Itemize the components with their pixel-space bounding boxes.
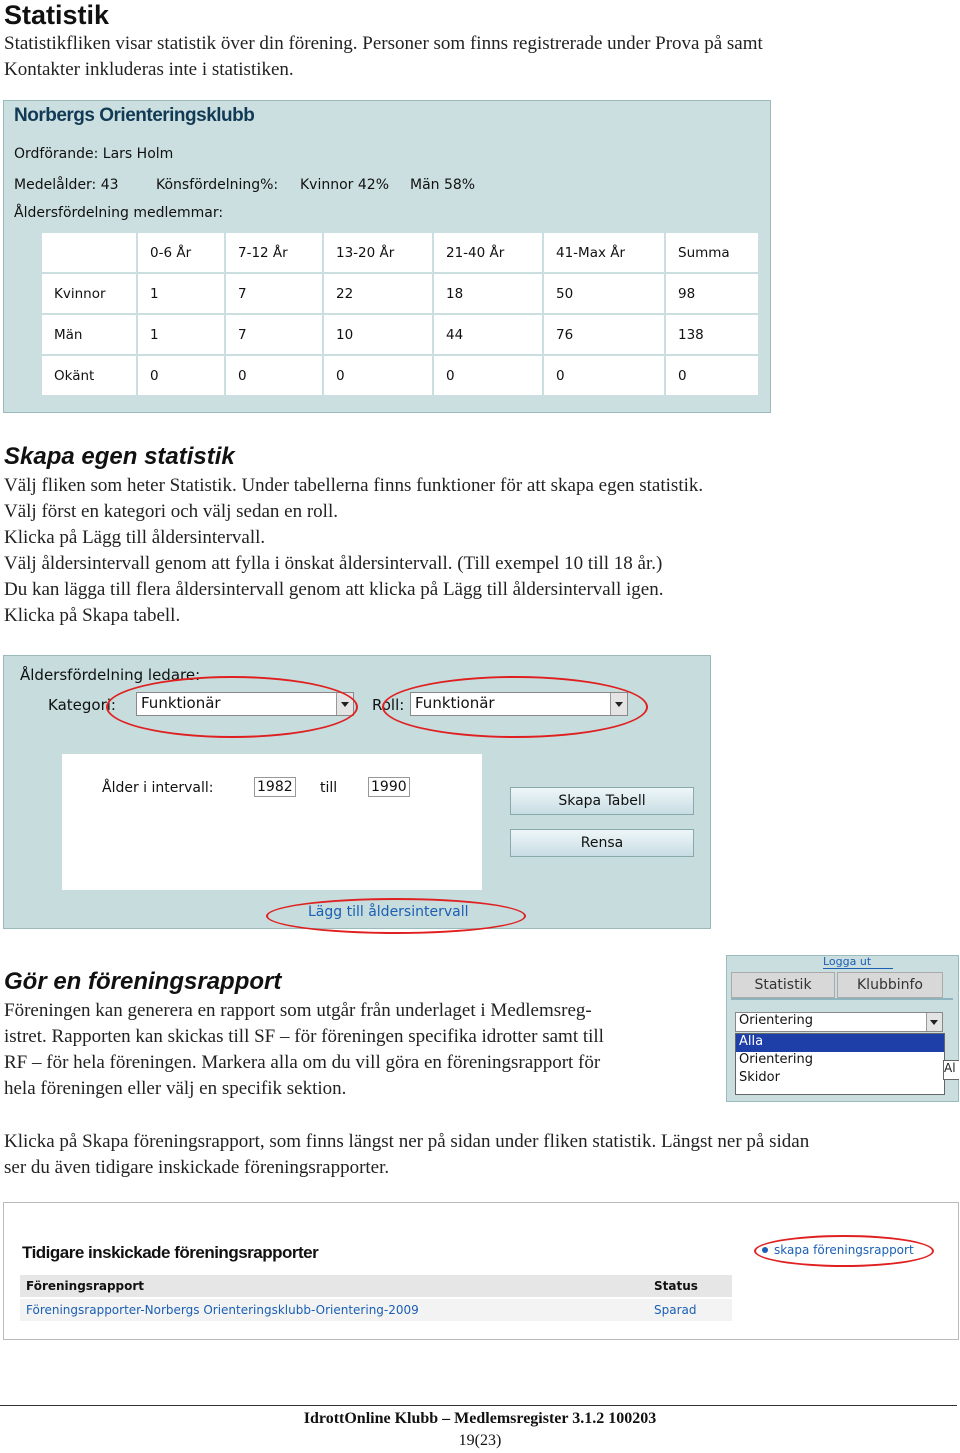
instruction-line: Klicka på Lägg till åldersintervall. bbox=[4, 527, 266, 548]
instruction-line: Välj åldersintervall genom att fylla i önskat åldersintervall. (Till exempel 10 till 18 år.) bbox=[4, 553, 663, 574]
table-cell: 10 bbox=[323, 314, 433, 355]
tab-underline bbox=[731, 998, 953, 1000]
table-cell: 76 bbox=[543, 314, 665, 355]
report-instruction-line: ser du även tidigare inskickade föreningsrapporter. bbox=[4, 1157, 390, 1178]
previous-reports-heading: Tidigare inskickade föreningsrapporter bbox=[22, 1243, 319, 1262]
category-select-value: Funktionär bbox=[141, 694, 221, 712]
report-link[interactable]: Föreningsrapporter-Norbergs Orienteringsklubb-Orientering-2009 bbox=[26, 1303, 419, 1317]
report-line: istret. Rapporten kan skickas till SF – för föreningen specifika idrotter samt till bbox=[4, 1026, 604, 1047]
table-cell: 0 bbox=[323, 355, 433, 396]
logout-underline bbox=[823, 968, 893, 969]
report-instruction-line: Klicka på Skapa föreningsrapport, som finns längst ner på sidan under fliken statistik. Längst ner på sidan bbox=[4, 1131, 810, 1152]
tab-statistik[interactable]: Statistik bbox=[731, 972, 835, 998]
statistics-screenshot bbox=[3, 100, 771, 413]
create-report-link[interactable]: skapa föreningsrapport bbox=[774, 1243, 914, 1257]
role-label: Roll: bbox=[372, 696, 405, 714]
create-table-button[interactable]: Skapa Tabell bbox=[510, 787, 694, 815]
previous-reports-screenshot bbox=[3, 1202, 959, 1340]
report-line: RF – för hela föreningen. Markera alla om du vill göra en föreningsrapport för bbox=[4, 1052, 601, 1073]
report-line: Föreningen kan generera en rapport som utgår från underlaget i Medlemsreg- bbox=[4, 1000, 592, 1021]
age-interval-panel bbox=[62, 754, 482, 890]
create-report-highlight bbox=[754, 1235, 934, 1267]
intro-text bbox=[4, 31, 954, 83]
instruction-line: Du kan lägga till flera åldersintervall genom att klicka på Lägg till åldersintervall igen. bbox=[4, 579, 664, 600]
section-title-report: Gör en föreningsrapport bbox=[4, 968, 282, 995]
table-cell: 44 bbox=[433, 314, 543, 355]
table-cell: 1 bbox=[137, 314, 225, 355]
instruction-line: Välj fliken som heter Statistik. Under tabellerna finns funktioner för att skapa egen statistik. bbox=[4, 475, 704, 496]
chair-text: Ordförande: Lars Holm bbox=[14, 146, 174, 162]
table-row bbox=[20, 1299, 732, 1321]
report-instructions bbox=[4, 1129, 954, 1181]
table-header-cell: 13-20 År bbox=[323, 232, 433, 273]
table-cell: 0 bbox=[433, 355, 543, 396]
table-header-row bbox=[41, 232, 759, 273]
add-link-highlight bbox=[266, 898, 526, 934]
age-interval-label: Ålder i intervall: bbox=[102, 780, 214, 796]
leader-age-heading: Åldersfördelning ledare: bbox=[20, 666, 201, 684]
club-name: Norbergs Orienteringsklubb bbox=[14, 105, 255, 126]
table-row bbox=[41, 314, 759, 355]
instruction-line: Välj först en kategori och välj sedan en roll. bbox=[4, 501, 338, 522]
avg-age-text: Medelålder: 43 bbox=[14, 177, 119, 193]
table-header-cell: 7-12 År bbox=[225, 232, 323, 273]
option-item[interactable]: Alla bbox=[736, 1034, 944, 1052]
reports-header-row bbox=[20, 1275, 732, 1297]
col-status-header: Status bbox=[654, 1279, 698, 1293]
table-cell: 22 bbox=[323, 273, 433, 314]
table-cell: 1 bbox=[137, 273, 225, 314]
table-header-cell: Summa bbox=[665, 232, 759, 273]
chevron-down-icon[interactable] bbox=[926, 1013, 942, 1031]
col-report-header: Föreningsrapport bbox=[26, 1279, 145, 1293]
cut-off-select: Al bbox=[943, 1060, 959, 1080]
section-select-screenshot bbox=[726, 955, 959, 1102]
footer-rule bbox=[0, 1405, 957, 1406]
section-select-value: Orientering bbox=[739, 1013, 813, 1028]
table-cell: 0 bbox=[543, 355, 665, 396]
footer-product: IdrottOnline Klubb – Medlemsregister 3.1.2 100203 bbox=[303, 1410, 657, 1427]
age-distribution-label: Åldersfördelning medlemmar: bbox=[14, 205, 224, 221]
add-age-interval-link[interactable]: Lägg till åldersintervall bbox=[308, 904, 469, 920]
report-line: hela föreningen eller välj en specifik sektion. bbox=[4, 1078, 347, 1099]
table-header-cell: 0-6 År bbox=[137, 232, 225, 273]
report-description bbox=[4, 998, 716, 1102]
intro-line: Kontakter inkluderas inte i statistiken. bbox=[4, 59, 294, 80]
table-cell: 50 bbox=[543, 273, 665, 314]
table-cell: Kvinnor bbox=[41, 273, 137, 314]
custom-stats-instructions bbox=[4, 473, 954, 629]
table-row bbox=[41, 355, 759, 396]
logout-link[interactable]: Logga ut bbox=[823, 955, 872, 968]
option-item[interactable]: Orientering bbox=[739, 1052, 813, 1067]
table-cell: 98 bbox=[665, 273, 759, 314]
clear-button[interactable]: Rensa bbox=[510, 829, 694, 857]
role-select-value: Funktionär bbox=[415, 694, 495, 712]
table-cell: 0 bbox=[137, 355, 225, 396]
gender-label: Könsfördelning%: bbox=[156, 177, 279, 193]
section-title-custom-stats: Skapa egen statistik bbox=[4, 443, 235, 470]
section-select[interactable] bbox=[735, 1012, 943, 1032]
age-from-input[interactable] bbox=[254, 777, 296, 797]
footer-page-number: 19(23) bbox=[458, 1432, 502, 1449]
table-row bbox=[41, 273, 759, 314]
section-options-list bbox=[735, 1033, 945, 1095]
custom-stats-screenshot bbox=[3, 655, 711, 929]
instruction-line: Klicka på Skapa tabell. bbox=[4, 605, 181, 626]
report-status: Sparad bbox=[654, 1303, 697, 1317]
till-label: till bbox=[320, 780, 338, 796]
table-cell: 7 bbox=[225, 314, 323, 355]
table-cell: 0 bbox=[665, 355, 759, 396]
age-to-input[interactable] bbox=[368, 777, 410, 797]
women-pct: Kvinnor 42% bbox=[300, 177, 389, 193]
table-header-cell: 21-40 År bbox=[433, 232, 543, 273]
table-cell: 0 bbox=[225, 355, 323, 396]
table-cell: Okänt bbox=[41, 355, 137, 396]
table-cell: Män bbox=[41, 314, 137, 355]
tab-klubbinfo[interactable]: Klubbinfo bbox=[837, 972, 943, 998]
intro-line: Statistikfliken visar statistik över din förening. Personer som finns registrerade under Prova på samt bbox=[4, 33, 763, 54]
table-header-cell: 41-Max År bbox=[543, 232, 665, 273]
option-item[interactable]: Skidor bbox=[739, 1070, 780, 1085]
age-distribution-table bbox=[40, 231, 760, 397]
page-title: Statistik bbox=[4, 0, 110, 30]
category-highlight bbox=[106, 676, 358, 738]
table-cell: 138 bbox=[665, 314, 759, 355]
category-label: Kategori: bbox=[48, 696, 116, 714]
table-header-cell bbox=[41, 232, 137, 273]
men-pct: Män 58% bbox=[410, 177, 476, 193]
table-cell: 7 bbox=[225, 273, 323, 314]
table-cell: 18 bbox=[433, 273, 543, 314]
role-highlight bbox=[382, 676, 648, 738]
